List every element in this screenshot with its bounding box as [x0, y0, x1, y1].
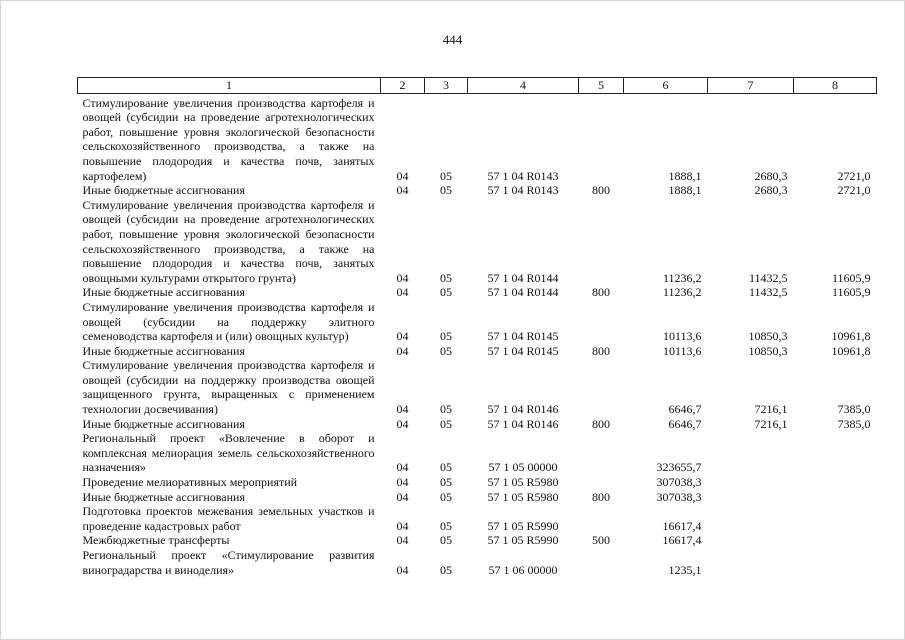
row-description: Стимулирование увеличения производства картофеля и овощей (субсидии на поддержку производства овощей защищенного грунта, выращенных с применением технологии досвечивания): [82, 358, 375, 417]
amount-year-1: 323655,7: [656, 460, 702, 475]
subsection-code: 05: [440, 475, 452, 490]
amount-year-2: 10850,3: [748, 329, 788, 344]
section-code: 04: [396, 183, 409, 198]
row-description: Иные бюджетные ассигнования: [82, 489, 245, 504]
row-description: Стимулирование увеличения производства картофеля и овощей (субсидии на поддержку элитного семеноводства картофеля и (или) овощных культур): [82, 299, 375, 344]
header-col-3: 3: [425, 78, 468, 94]
target-article-code: 57 1 04 R0143: [487, 168, 559, 183]
subsection-code: 05: [440, 270, 452, 285]
header-col-2: 2: [381, 78, 425, 94]
expense-type-code: [579, 504, 624, 533]
target-article-code: 57 1 05 R5990: [487, 533, 559, 548]
expense-type-code: [579, 300, 624, 344]
subsection-code: 05: [440, 183, 452, 198]
table-row: [78, 548, 877, 577]
section-code: 04: [396, 329, 409, 344]
row-description: Иные бюджетные ассигнования: [82, 343, 245, 358]
amount-year-3: [794, 548, 877, 577]
target-article-code: 57 1 04 R0144: [487, 270, 559, 285]
target-article-code: 57 1 05 R5980: [487, 475, 559, 490]
expense-type-code: 500: [592, 533, 610, 548]
amount-year-1: 11236,2: [662, 270, 702, 285]
budget-table: [77, 77, 877, 577]
header-col-7: 7: [708, 78, 794, 94]
page-number: 444: [442, 32, 463, 47]
amount-year-1: 10113,6: [662, 329, 702, 344]
amount-year-3: 11605,9: [831, 285, 871, 300]
section-code: 04: [396, 285, 409, 300]
amount-year-3: 7385,0: [837, 402, 871, 417]
amount-year-1: 6646,7: [668, 402, 702, 417]
amount-year-1: 1888,1: [668, 183, 702, 198]
target-article-code: 57 1 05 R5980: [487, 489, 559, 504]
target-article-code: 57 1 04 R0143: [487, 183, 559, 198]
table-row: [78, 490, 877, 505]
table-row: [78, 198, 877, 286]
table-row: [78, 285, 877, 300]
section-code: 04: [396, 270, 409, 285]
row-description: Иные бюджетные ассигнования: [82, 285, 245, 300]
section-code: 04: [396, 533, 409, 548]
amount-year-2: [708, 490, 794, 505]
table-row: [78, 417, 877, 432]
target-article-code: 57 1 05 R5990: [487, 518, 559, 533]
subsection-code: 05: [440, 518, 452, 533]
amount-year-1: 1235,1: [668, 562, 702, 577]
expense-type-code: 800: [592, 416, 610, 431]
subsection-code: 05: [440, 460, 452, 475]
section-code: 04: [396, 562, 409, 577]
amount-year-2: 7216,1: [754, 416, 788, 431]
subsection-code: 05: [440, 533, 452, 548]
expense-type-code: 800: [592, 285, 610, 300]
section-code: 04: [396, 168, 409, 183]
table-row: [78, 300, 877, 344]
expense-type-code: 800: [592, 489, 610, 504]
row-description: Региональный проект «Вовлечение в оборот и комплексная мелиорация земель сельскохозяйственного назначения»: [82, 431, 375, 475]
subsection-code: 05: [440, 402, 452, 417]
row-description: Подготовка проектов межевания земельных участков и проведение кадастровых работ: [82, 504, 375, 533]
expense-type-code: [579, 431, 624, 475]
amount-year-3: 2721,0: [837, 183, 871, 198]
amount-year-2: [708, 475, 794, 490]
amount-year-3: [794, 504, 877, 533]
amount-year-1: 16617,4: [662, 533, 702, 548]
section-code: 04: [396, 518, 409, 533]
expense-type-code: [579, 358, 624, 416]
table-row: [78, 475, 877, 490]
section-code: 04: [396, 402, 409, 417]
section-code: 04: [396, 343, 409, 358]
amount-year-3: [794, 533, 877, 548]
row-description: Проведение мелиоративных мероприятий: [82, 475, 298, 490]
section-code: 04: [396, 460, 409, 475]
subsection-code: 05: [440, 416, 452, 431]
amount-year-3: 11605,9: [831, 270, 871, 285]
amount-year-2: [708, 504, 794, 533]
amount-year-2: [708, 548, 794, 577]
header-col-6: 6: [624, 78, 708, 94]
header-col-8: 8: [794, 78, 877, 94]
expense-type-code: [579, 198, 624, 286]
amount-year-1: 307038,3: [656, 475, 702, 490]
table-row: [78, 431, 877, 475]
amount-year-3: [794, 490, 877, 505]
header-col-4: 4: [468, 78, 579, 94]
amount-year-3: 2721,0: [837, 168, 871, 183]
header-col-5: 5: [579, 78, 624, 94]
table-row: [78, 344, 877, 359]
amount-year-2: [708, 533, 794, 548]
amount-year-2: 2680,3: [754, 168, 788, 183]
expense-type-code: [579, 475, 624, 490]
table-row: [78, 533, 877, 548]
row-description: Межбюджетные трансферты: [82, 533, 230, 548]
row-description: Региональный проект «Стимулирование развития виноградарства и виноделия»: [82, 548, 375, 577]
amount-year-2: 7216,1: [754, 402, 788, 417]
subsection-code: 05: [440, 489, 452, 504]
amount-year-1: 307038,3: [656, 489, 702, 504]
expense-type-code: 800: [592, 183, 610, 198]
amount-year-2: [708, 431, 794, 475]
row-description: Стимулирование увеличения производства картофеля и овощей (субсидии на проведение агротехнологических работ, повышение уровня экологической безопасности сельскохозяйственного производства, а также на повышение плодородия и качества почв, занятых картофелем): [82, 95, 375, 183]
amount-year-3: 7385,0: [837, 416, 871, 431]
target-article-code: 57 1 04 R0146: [487, 416, 559, 431]
target-article-code: 57 1 04 R0145: [487, 329, 559, 344]
table-row: [78, 504, 877, 533]
target-article-code: 57 1 05 00000: [488, 460, 558, 475]
target-article-code: 57 1 04 R0145: [487, 343, 559, 358]
target-article-code: 57 1 06 00000: [488, 562, 558, 577]
expense-type-code: 800: [592, 343, 610, 358]
amount-year-2: 11432,5: [748, 270, 788, 285]
subsection-code: 05: [440, 285, 452, 300]
subsection-code: 05: [440, 343, 452, 358]
amount-year-2: 2680,3: [754, 183, 788, 198]
table-row: [78, 358, 877, 416]
amount-year-3: 10961,8: [831, 329, 871, 344]
amount-year-1: 1888,1: [668, 168, 702, 183]
table-header-row: [78, 78, 877, 94]
subsection-code: 05: [440, 329, 452, 344]
subsection-code: 05: [440, 562, 452, 577]
table-row: [78, 93, 877, 183]
row-description: Иные бюджетные ассигнования: [82, 183, 245, 198]
amount-year-1: 10113,6: [662, 343, 702, 358]
target-article-code: 57 1 04 R0144: [487, 285, 559, 300]
table-body: [78, 93, 877, 577]
amount-year-2: 11432,5: [748, 285, 788, 300]
amount-year-3: 10961,8: [831, 343, 871, 358]
section-code: 04: [396, 475, 409, 490]
amount-year-1: 11236,2: [662, 285, 702, 300]
amount-year-1: 16617,4: [662, 518, 702, 533]
section-code: 04: [396, 416, 409, 431]
row-description: Иные бюджетные ассигнования: [82, 416, 245, 431]
subsection-code: 05: [440, 168, 452, 183]
expense-type-code: [579, 93, 624, 183]
amount-year-3: [794, 475, 877, 490]
amount-year-1: 6646,7: [668, 416, 702, 431]
header-col-1: 1: [78, 78, 381, 94]
amount-year-2: 10850,3: [748, 343, 788, 358]
section-code: 04: [396, 489, 409, 504]
expense-type-code: [579, 548, 624, 577]
table-row: [78, 183, 877, 198]
target-article-code: 57 1 04 R0146: [487, 402, 559, 417]
amount-year-3: [794, 431, 877, 475]
row-description: Стимулирование увеличения производства картофеля и овощей (субсидии на проведение агротехнологических работ, повышение уровня экологической безопасности сельскохозяйственного производства, а также на повышение плодородия и качества почв, занятых овощными культурами открытого грунта): [82, 197, 375, 285]
